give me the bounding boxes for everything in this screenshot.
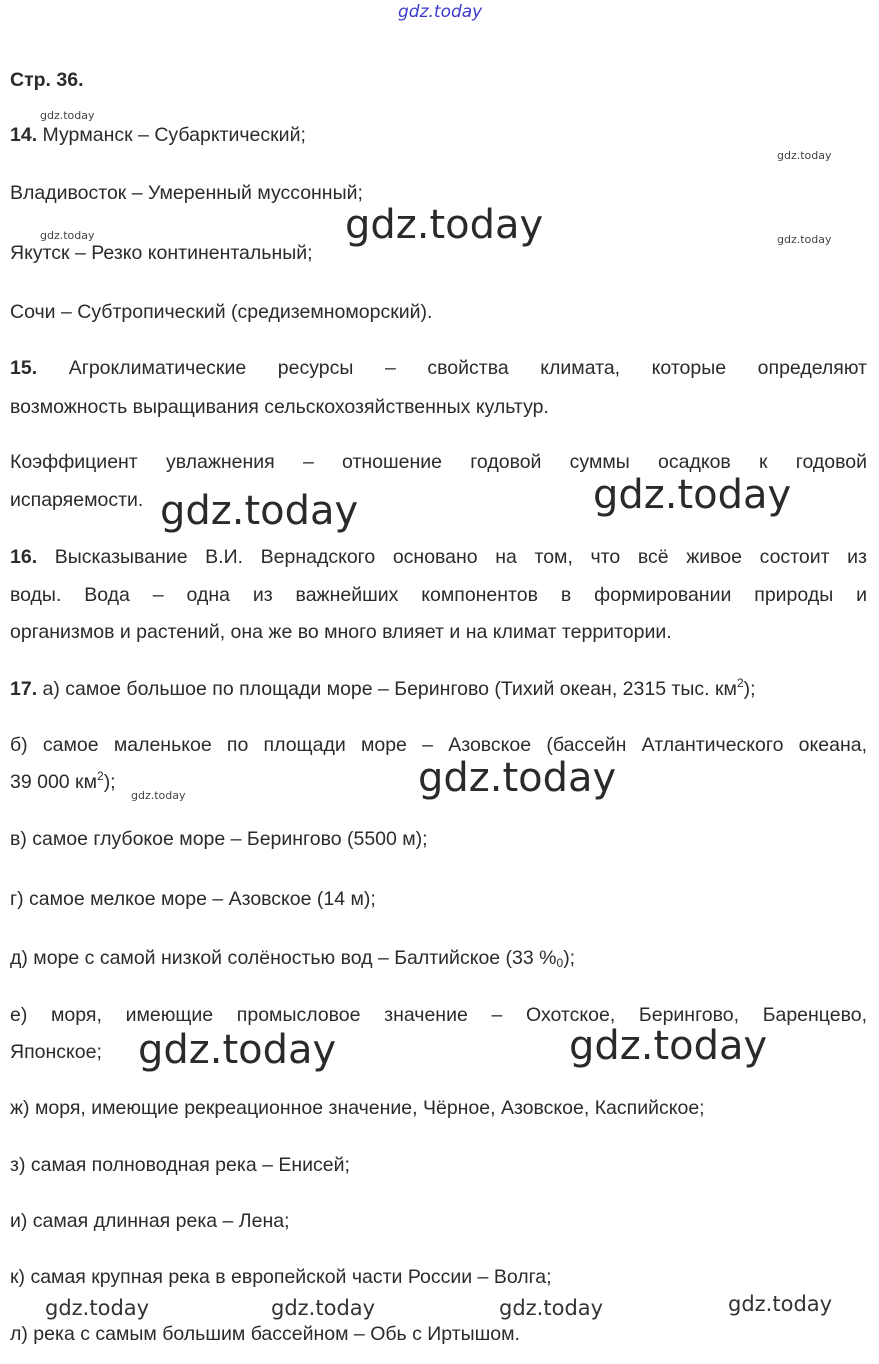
watermark-large: gdz.today xyxy=(160,488,359,534)
q17-g: г) самое мелкое море – Азовское (14 м); xyxy=(10,888,376,910)
q17-k: к) самая крупная река в европейской части России – Волга; xyxy=(10,1266,552,1288)
watermark-small: gdz.today xyxy=(777,149,832,162)
q17-zh: ж) моря, имеющие рекреационное значение, Чёрное, Азовское, Каспийское; xyxy=(10,1097,705,1119)
watermark-bottom: gdz.today xyxy=(728,1292,833,1316)
q15-p1-line-2: возможность выращивания сельскохозяйственных культур. xyxy=(10,396,549,418)
watermark-top: gdz.today xyxy=(398,2,483,22)
q17-e-line-1: е) моря, имеющие промысловое значение – Охотское, Берингово, Баренцево, xyxy=(10,1004,867,1026)
q16-line-3: организмов и растений, она же во много влияет и на климат территории. xyxy=(10,621,672,643)
q14-line-1: 14. Мурманск – Субарктический; xyxy=(10,124,306,146)
q17-b-line-2: 39 000 $км^2$); xyxy=(10,769,116,793)
watermark-small: gdz.today xyxy=(131,789,186,802)
watermark-bottom: gdz.today xyxy=(45,1296,150,1320)
q17-d: д) море с самой низкой солёностью вод – Балтийское (33 $\%_0$); xyxy=(10,947,576,970)
watermark-bottom: gdz.today xyxy=(271,1296,376,1320)
watermark-small: gdz.today xyxy=(40,109,95,122)
q17-z: з) самая полноводная река – Енисей; xyxy=(10,1154,350,1176)
q16-line-1: 16. Высказывание В.И. Вернадского основано на том, что всё живое состоит из xyxy=(10,546,867,568)
q17-l: л) река с самым большим бассейном – Обь с Иртышом. xyxy=(10,1323,520,1345)
page-heading: Стр. 36. xyxy=(10,69,84,91)
q17-e-line-2: Японское; xyxy=(10,1041,102,1063)
watermark-small: gdz.today xyxy=(40,229,95,242)
q14-line-4: Сочи – Субтропический (средиземноморский). xyxy=(10,301,433,323)
watermark-bottom: gdz.today xyxy=(499,1296,604,1320)
watermark-small: gdz.today xyxy=(777,233,832,246)
q16-line-2: воды. Вода – одна из важнейших компонентов в формировании природы и xyxy=(10,584,867,606)
q15-p1-line-1: 15. Агроклиматические ресурсы – свойства климата, которые определяют xyxy=(10,357,867,379)
q15-p2-line-1: Коэффициент увлажнения – отношение годовой суммы осадков к годовой xyxy=(10,451,867,473)
q17-v: в) самое глубокое море – Берингово (5500 м); xyxy=(10,828,428,850)
watermark-large: gdz.today xyxy=(593,472,792,518)
q15-p2-line-2: испаряемости. xyxy=(10,489,144,511)
watermark-large: gdz.today xyxy=(345,202,544,248)
q17-i: и) самая длинная река – Лена; xyxy=(10,1210,290,1232)
q14-line-2: Владивосток – Умеренный муссонный; xyxy=(10,182,363,204)
q17-b-line-1: б) самое маленькое по площади море – Азовское (бассейн Атлантического океана, xyxy=(10,734,867,756)
watermark-large: gdz.today xyxy=(138,1027,337,1073)
watermark-large: gdz.today xyxy=(569,1023,768,1069)
q17-a: 17. а) самое большое по площади море – Берингово (Тихий океан, 2315 тыс. $км^2$); xyxy=(10,676,756,700)
q14-line-3: Якутск – Резко континентальный; xyxy=(10,242,313,264)
watermark-large: gdz.today xyxy=(418,755,617,801)
